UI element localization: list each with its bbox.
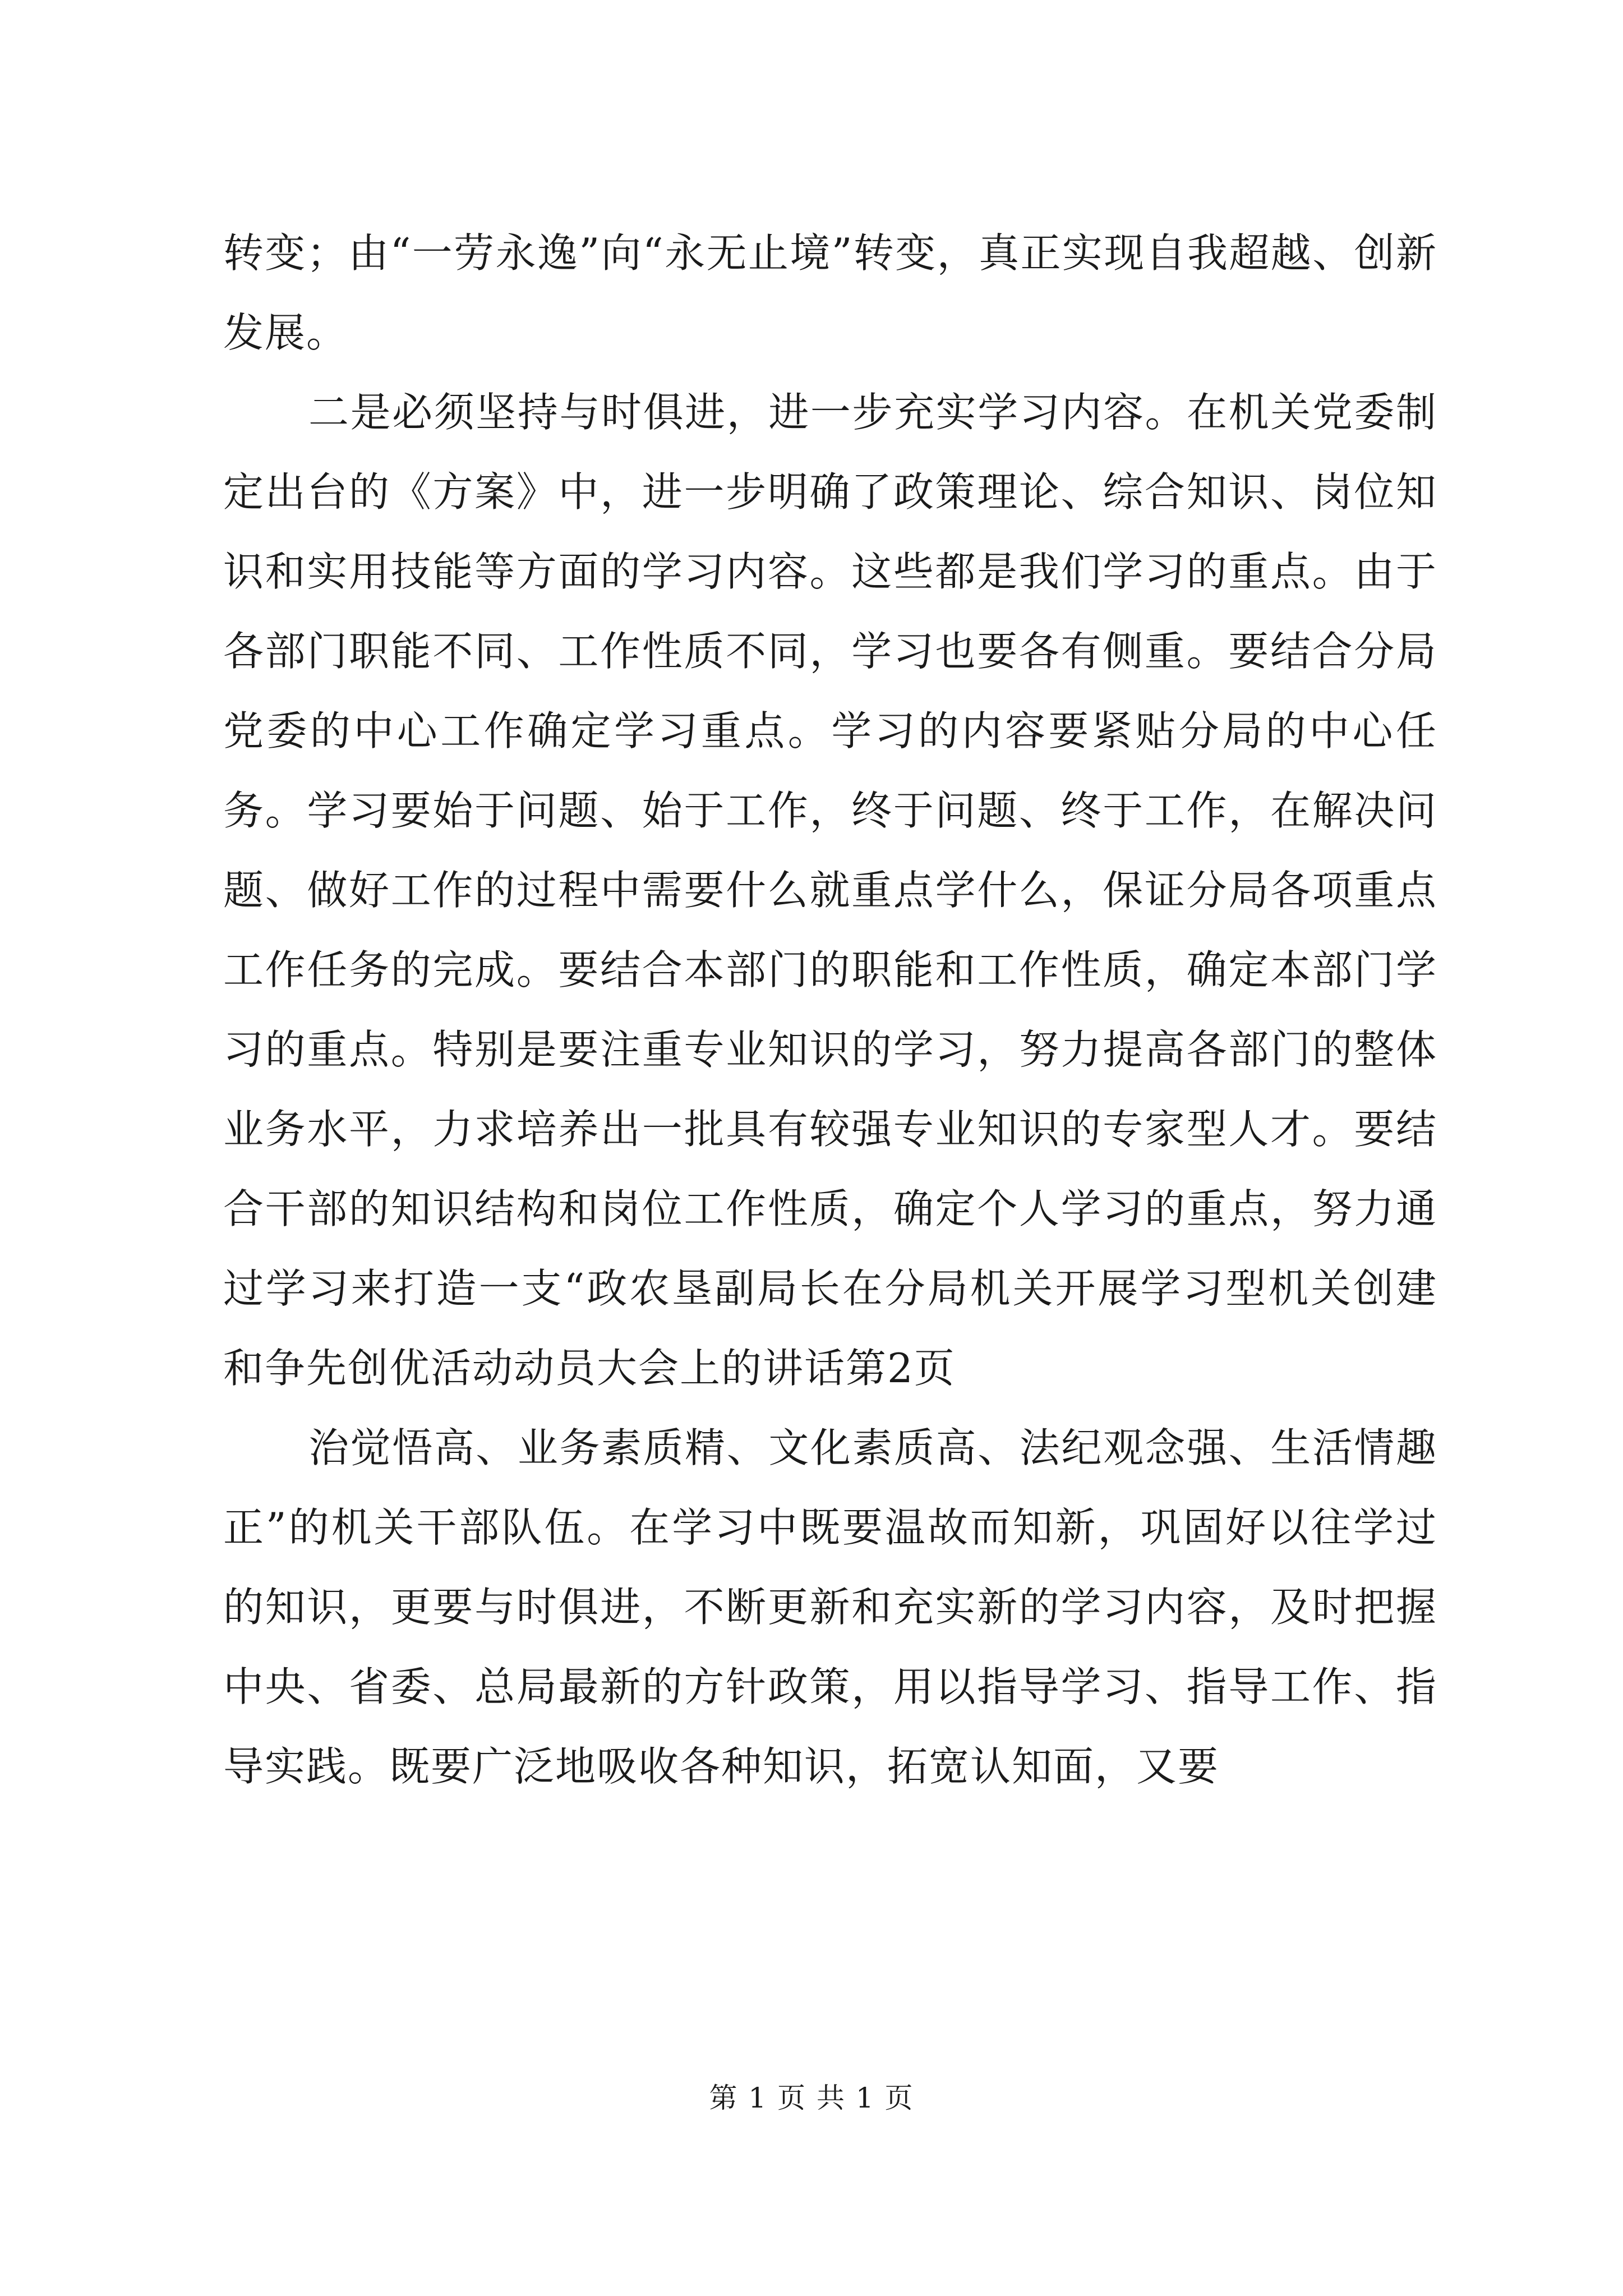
page-footer: 第 1 页 共 1 页 xyxy=(709,2082,914,2114)
paragraph-1: 转变；由“一劳永逸”向“永无止境”转变，真正实现自我超越、创新发展。 xyxy=(223,229,1437,356)
document-body xyxy=(223,213,1437,1806)
paragraph-2: 二是必须坚持与时俱进，进一步充实学习内容。在机关党委制定出台的《方案》中，进一步明确了政策理论、综合知识、岗位知识和实用技能等方面的学习内容。这些都是我们学习的重点。由于各部门职能不同、工作性质不同，学习也要各有侧重。要结合分局党委的中心工作确定学习重点。学习的内容要紧贴分局的中心任务。学习要始于问题、始于工作，终于问题、终于工作，在解决问题、做好工作的过程中需要什么就重点学什么，保证分局各项重点工作任务的完成。要结合本部门的职能和工作性质，确定本部门学习的重点。特别是要注重专业知识的学习，努力提高各部门的整体业务水平，力求培养出一批具有较强专业知识的专家型人才。要结合干部的知识结构和岗位工作性质，确定个人学习的重点，努力通过学习来打造一支“政农垦副局长在分局机关开展学习型机关创建和争先创优活动动员大会上的讲话第2页 xyxy=(223,389,1437,1392)
paragraph-3: 治觉悟高、业务素质精、文化素质高、法纪观念强、生活情趣正”的机关干部队伍。在学习中既要温故而知新，巩固好以往学过的知识，更要与时俱进，不断更新和充实新的学习内容，及时把握中央、省委、总局最新的方针政策，用以指导学习、指导工作、指导实践。既要广泛地吸收各种知识，拓宽认知面，又要 xyxy=(223,1424,1437,1790)
